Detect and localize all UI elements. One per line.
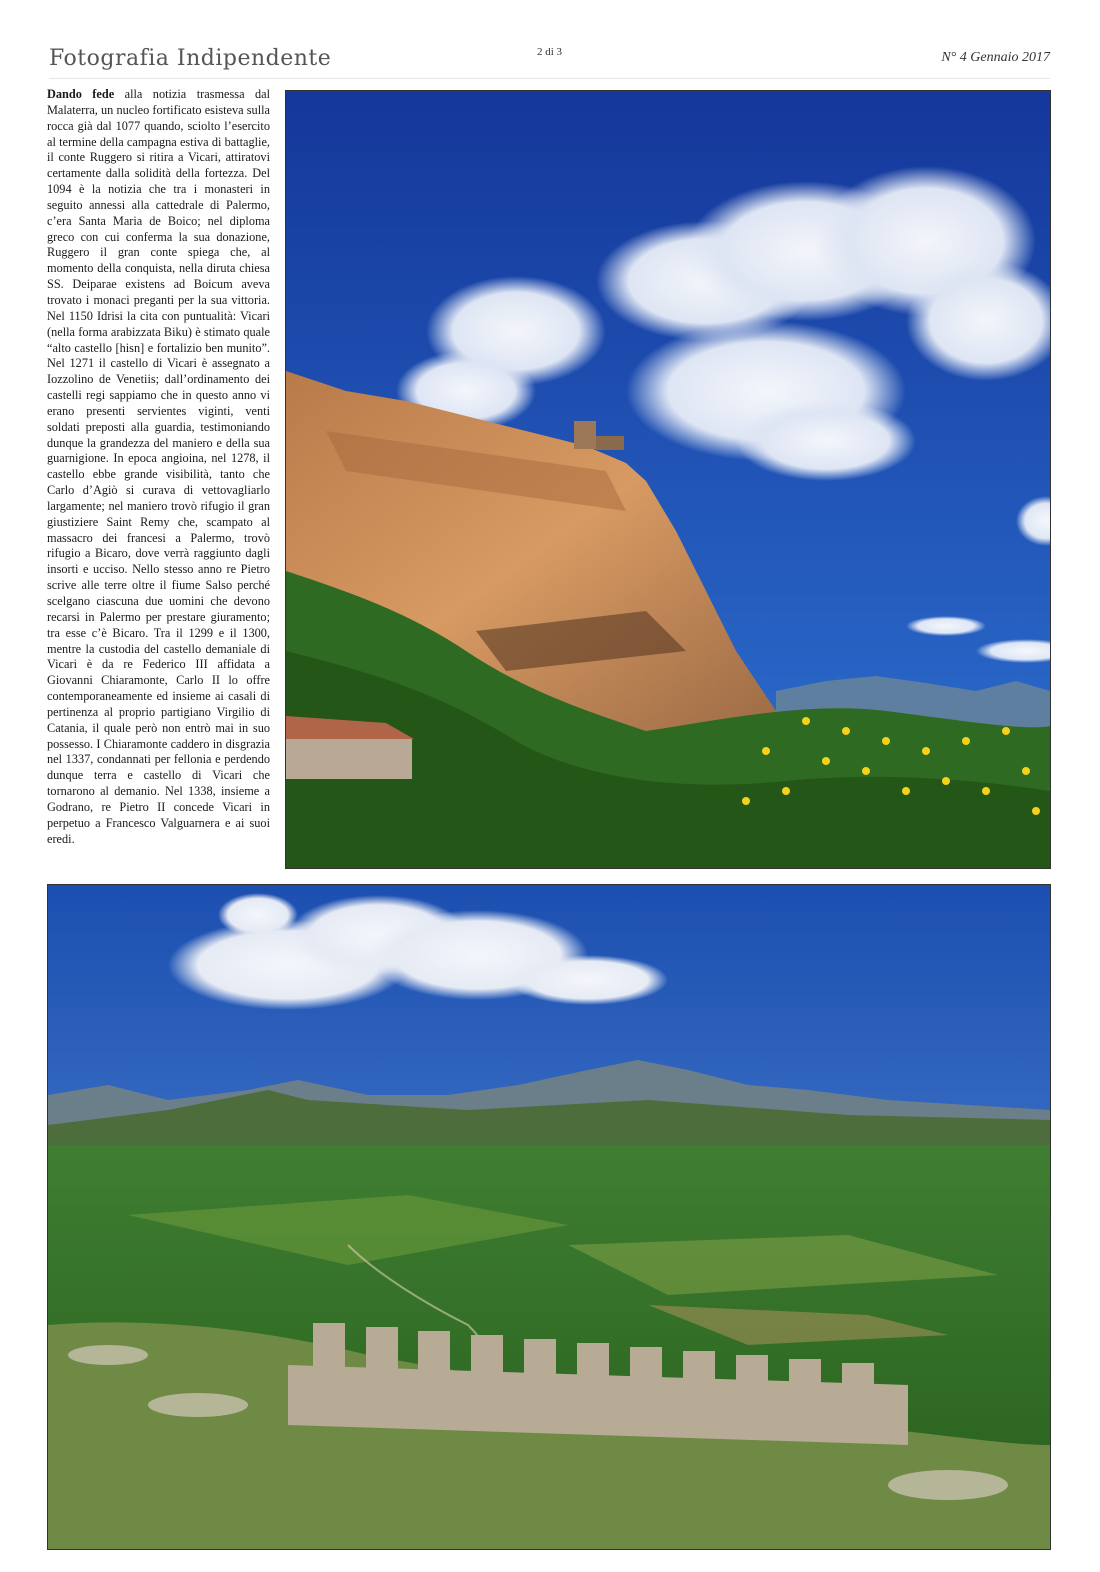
article-body: alla notizia trasmessa dal Malaterra, un nucleo fortificato esisteva sulla rocca già dal 1077 quando, sciolto l’esercito al termine della campagna estiva di battaglie, il conte Ruggero si ritira a Vicari, attiratovi certamente dalla solidità della fortezza. Del 1094 è la notizia che tra i monasteri in seguito annessi alla cattedrale di Palermo, c’era Santa Maria de Boico; nel diploma greco con cui conferma la sua donazione, Ruggero il gran conte spiega che, al momento della conquista, nella diruta chiesa SS. Deiparae existens ad Boicum aveva trovato i monaci preganti per la sua vittoria. Nel 1150 Idrisi la cita con puntualità: Vicari (nella forma arabizzata Biku) è stimato quale “alto castello [hisn] e fortalizio ben munito”. Nel 1271 il castello di Vicari è assegnato a Iozzolino de Venetiis; dall’ordinamento dei castelli regi sappiamo che in questo anno vi erano presenti servientes viginti, venti soldati preposti alla guardia, testimoniando dunque la grandezza del maniero e della sua guarnigione. In epoca angioina, nel 1278, il castello ebbe grande visibilità, tanto che Carlo d’Agiò si curava di vettovagliarlo largamente; nel maniero trovò rifugio il gran giustiziere Saint Remy che, scampato al massacro dei francesi a Palermo, trovò rifugio a Bicaro, dove verrà raggiunto dagli insorti e ucciso. Nello stesso anno re Pietro scrive alle terre oltre il fiume Salso perché scelgano ciascuna due uomini che devono recarsi in Palermo per prestare giuramento; tra esse c’è Bicaro. Tra il 1299 e il 1300, mentre la custodia del castello demaniale di Vicari è da re Federico III affidata a Giovanni Chiaramonte, Carlo II lo offre contemporaneamente ed insieme ai casali di pertinenza al proprio partigiano Virgilio di Catania, il quale però non entrò mai in suo possesso. I Chiaramonte caddero in disgrazia nel 1337, condannati per fellonia e perdendo dunque terra e castello di Vicari che tornarono al demanio. Nel 1338, insieme a Godrano, re Pietro II concede Vicari in perpetuo a Francesco Valguarnera e ai suoi eredi. <box>47 87 270 846</box>
photo-cliff-castle <box>285 90 1051 869</box>
photo-valley-wall <box>47 884 1051 1550</box>
issue-date: N° 4 Gennaio 2017 <box>941 50 1050 65</box>
publication-title: Fotografia Indipendente <box>49 46 332 71</box>
article-lead: Dando fede <box>47 87 115 101</box>
page-number: 2 di 3 <box>537 46 563 58</box>
article-text <box>47 87 270 848</box>
valley-wall-image <box>48 885 1050 1549</box>
cliff-castle-image <box>286 91 1050 868</box>
header-divider <box>49 78 1050 79</box>
